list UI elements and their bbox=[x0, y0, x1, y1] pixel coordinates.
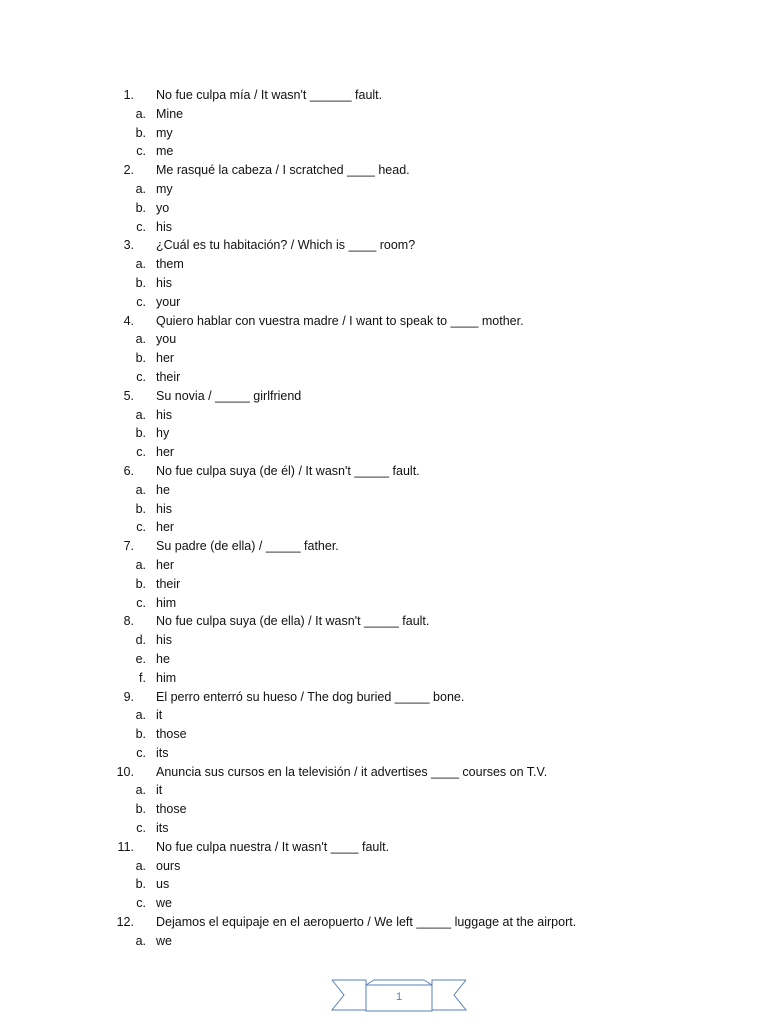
option-letter: b. bbox=[135, 877, 146, 892]
option-letter: a. bbox=[135, 482, 146, 497]
option-letter: c. bbox=[136, 520, 146, 535]
question-item bbox=[0, 838, 770, 857]
answer-option bbox=[0, 500, 770, 519]
option-text: it bbox=[156, 708, 163, 723]
option-letter: a. bbox=[135, 933, 146, 948]
question-number: 5. bbox=[123, 388, 134, 403]
option-letter: b. bbox=[135, 275, 146, 290]
option-letter: e. bbox=[135, 651, 146, 666]
answer-option bbox=[0, 744, 770, 763]
answer-option bbox=[0, 857, 770, 876]
option-text: he bbox=[156, 651, 170, 666]
question-text: Me rasqué la cabeza / I scratched ____ head. bbox=[156, 163, 410, 178]
answer-option bbox=[0, 481, 770, 500]
option-text: he bbox=[156, 482, 170, 497]
question-text: Anuncia sus cursos en la televisión / it advertises ____ courses on T.V. bbox=[156, 764, 548, 779]
answer-option bbox=[0, 406, 770, 425]
option-text: his bbox=[156, 407, 172, 422]
option-letter: b. bbox=[135, 802, 146, 817]
question-item bbox=[0, 312, 770, 331]
answer-option bbox=[0, 800, 770, 819]
option-text: his bbox=[156, 219, 172, 234]
option-text: me bbox=[156, 144, 174, 159]
quiz-list bbox=[0, 86, 770, 951]
option-letter: b. bbox=[135, 426, 146, 441]
answer-option bbox=[0, 218, 770, 237]
question-number: 9. bbox=[123, 689, 134, 704]
question-number: 11. bbox=[117, 839, 134, 854]
option-letter: a. bbox=[135, 181, 146, 196]
answer-option bbox=[0, 650, 770, 669]
option-letter: a. bbox=[135, 257, 146, 272]
option-text: those bbox=[156, 802, 187, 817]
option-text: hy bbox=[156, 426, 170, 441]
option-text: her bbox=[156, 445, 175, 460]
answer-option bbox=[0, 293, 770, 312]
option-text: my bbox=[156, 181, 173, 196]
question-text: ¿Cuál es tu habitación? / Which is ____ room? bbox=[156, 238, 416, 253]
option-text: yo bbox=[156, 200, 170, 215]
option-letter: a. bbox=[135, 332, 146, 347]
option-letter: c. bbox=[136, 219, 146, 234]
question-text: Dejamos el equipaje en el aeropuerto / We left _____ luggage at the airport. bbox=[156, 915, 577, 930]
option-text: those bbox=[156, 727, 187, 742]
option-letter: c. bbox=[136, 445, 146, 460]
option-text: us bbox=[156, 877, 170, 892]
option-text: we bbox=[156, 896, 172, 911]
question-item bbox=[0, 763, 770, 782]
answer-option bbox=[0, 255, 770, 274]
answer-option bbox=[0, 932, 770, 951]
question-number: 10. bbox=[116, 764, 134, 779]
option-letter: f. bbox=[139, 670, 146, 685]
answer-option bbox=[0, 518, 770, 537]
question-number: 7. bbox=[123, 539, 134, 554]
option-text: him bbox=[156, 595, 177, 610]
option-text: his bbox=[156, 501, 172, 516]
question-text: No fue culpa nuestra / It wasn't ____ fault. bbox=[156, 839, 390, 854]
option-text: Mine bbox=[156, 106, 184, 121]
answer-option bbox=[0, 594, 770, 613]
answer-option bbox=[0, 424, 770, 443]
option-letter: c. bbox=[136, 821, 146, 836]
option-letter: b. bbox=[135, 351, 146, 366]
option-letter: b. bbox=[135, 125, 146, 140]
answer-option bbox=[0, 105, 770, 124]
option-letter: d. bbox=[135, 633, 146, 648]
option-letter: a. bbox=[135, 407, 146, 422]
question-item bbox=[0, 462, 770, 481]
question-number: 4. bbox=[123, 313, 134, 328]
option-letter: c. bbox=[136, 595, 146, 610]
page-number: 1 bbox=[395, 991, 403, 1003]
question-text: No fue culpa suya (de ella) / It wasn't _____ fault. bbox=[156, 614, 430, 629]
question-text: No fue culpa suya (de él) / It wasn't _____ fault. bbox=[156, 463, 420, 478]
answer-option bbox=[0, 368, 770, 387]
option-text: her bbox=[156, 520, 175, 535]
question-text: Su padre (de ella) / _____ father. bbox=[156, 539, 339, 554]
option-text: their bbox=[156, 369, 181, 384]
option-letter: b. bbox=[135, 200, 146, 215]
answer-option bbox=[0, 781, 770, 800]
option-text: its bbox=[156, 745, 169, 760]
page-footer bbox=[330, 974, 468, 1016]
question-text: El perro enterró su hueso / The dog buried _____ bone. bbox=[156, 689, 465, 704]
question-number: 6. bbox=[123, 463, 134, 478]
answer-option bbox=[0, 142, 770, 161]
answer-option bbox=[0, 631, 770, 650]
question-item bbox=[0, 161, 770, 180]
question-text: Su novia / _____ girlfriend bbox=[156, 388, 302, 403]
option-letter: a. bbox=[135, 783, 146, 798]
option-text: ours bbox=[156, 858, 181, 873]
option-letter: c. bbox=[136, 896, 146, 911]
question-item bbox=[0, 387, 770, 406]
option-text: his bbox=[156, 633, 172, 648]
option-letter: b. bbox=[135, 727, 146, 742]
question-item bbox=[0, 86, 770, 105]
option-letter: a. bbox=[135, 858, 146, 873]
option-letter: c. bbox=[136, 745, 146, 760]
answer-option bbox=[0, 274, 770, 293]
option-text: her bbox=[156, 557, 175, 572]
answer-option bbox=[0, 669, 770, 688]
question-number: 2. bbox=[123, 163, 134, 178]
answer-option bbox=[0, 556, 770, 575]
option-text: him bbox=[156, 670, 177, 685]
question-item bbox=[0, 236, 770, 255]
question-text: Quiero hablar con vuestra madre / I want to speak to ____ mother. bbox=[156, 313, 524, 328]
option-text: them bbox=[156, 257, 184, 272]
option-letter: a. bbox=[135, 106, 146, 121]
option-letter: c. bbox=[136, 369, 146, 384]
option-text: her bbox=[156, 351, 175, 366]
answer-option bbox=[0, 894, 770, 913]
question-item bbox=[0, 913, 770, 932]
answer-option bbox=[0, 575, 770, 594]
answer-option bbox=[0, 124, 770, 143]
option-text: his bbox=[156, 275, 172, 290]
answer-option bbox=[0, 180, 770, 199]
question-text: No fue culpa mía / It wasn't ______ fault. bbox=[156, 88, 383, 102]
question-number: 1. bbox=[123, 88, 134, 102]
option-text: you bbox=[156, 332, 177, 347]
option-text: their bbox=[156, 576, 181, 591]
option-letter: a. bbox=[135, 708, 146, 723]
option-letter: a. bbox=[135, 557, 146, 572]
option-text: my bbox=[156, 125, 173, 140]
question-item bbox=[0, 537, 770, 556]
answer-option bbox=[0, 819, 770, 838]
answer-option bbox=[0, 706, 770, 725]
question-item bbox=[0, 688, 770, 707]
option-letter: b. bbox=[135, 501, 146, 516]
question-number: 3. bbox=[123, 238, 134, 253]
option-text: it bbox=[156, 783, 163, 798]
answer-option bbox=[0, 349, 770, 368]
answer-option bbox=[0, 875, 770, 894]
option-text: your bbox=[156, 294, 181, 309]
answer-option bbox=[0, 330, 770, 349]
answer-option bbox=[0, 725, 770, 744]
answer-option bbox=[0, 443, 770, 462]
option-text: its bbox=[156, 821, 169, 836]
option-text: we bbox=[156, 933, 172, 948]
question-number: 12. bbox=[116, 915, 134, 930]
option-letter: c. bbox=[136, 294, 146, 309]
option-letter: c. bbox=[136, 144, 146, 159]
option-letter: b. bbox=[135, 576, 146, 591]
question-item bbox=[0, 612, 770, 631]
answer-option bbox=[0, 199, 770, 218]
question-number: 8. bbox=[123, 614, 134, 629]
